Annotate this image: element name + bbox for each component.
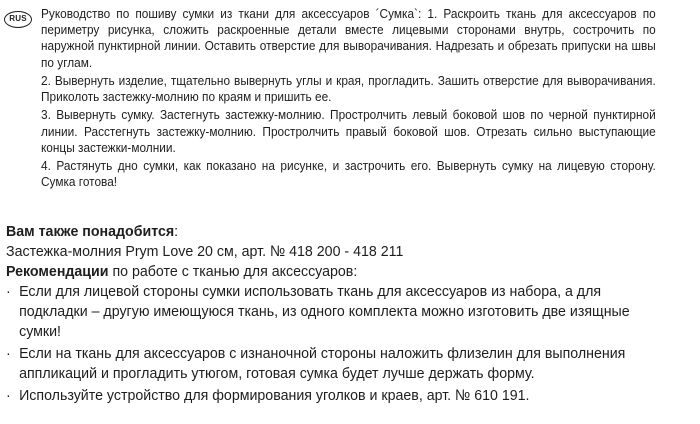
recommendations-label: Рекомендации <box>6 263 109 280</box>
instruction-step-4: 4. Растянуть дно сумки, как показано на рисунке, и застрочить его. Вывернуть сумку на лицевую сторону. Сумка готова! <box>41 159 656 190</box>
also-needed-label: Вам также понадобится <box>6 223 175 240</box>
instruction-step-2: 2. Вывернуть изделие, тщательно вывернуть углы и края, прогладить. Зашить отверстие для выворачивания. Приколоть застежку-молнию по краям и пришить ее. <box>41 73 656 105</box>
bullet-icon: · <box>6 283 11 300</box>
list-item <box>6 386 650 406</box>
instruction-step-3: 3. Вывернуть сумку. Застегнуть застежку-молнию. Простролчить левый боковой шов по черной пунктирной линии. Расстегнуть застежку-молнию. Простролчить правый боковой шов. Отрезать сильно выступающие концы застежки-молнии. <box>41 108 656 155</box>
also-needed-heading <box>6 222 650 242</box>
sewing-instructions <box>41 6 656 193</box>
recommendation-text: Используйте устройство для формирования уголков и краев, арт. № 610 191. <box>19 387 530 404</box>
also-needed-item: Застежка-молния Prym Love 20 см, арт. № 418 200 - 418 211 <box>6 243 404 260</box>
recommendation-text: Если для лицевой стороны сумки использовать ткань для аксессуаров из набора, а для подкладки – другую имеющуюся ткань, из одного комплекта можно изготовить две изящные сумки! <box>19 283 630 340</box>
list-item <box>6 344 650 384</box>
additional-info <box>6 222 650 408</box>
recommendations-heading <box>6 262 650 282</box>
bullet-icon: · <box>6 345 11 362</box>
language-badge: RUS <box>4 11 32 28</box>
recommendations-intro: по работе с тканью для аксессуаров: <box>108 263 358 280</box>
recommendations-list <box>6 282 650 406</box>
list-item <box>6 282 650 342</box>
recommendation-text: Если на ткань для аксессуаров с изнаночной стороны наложить флизелин для выполнения аппликаций и прогладить утюгом, готовая сумка будет лучше держать форму. <box>19 345 626 382</box>
bullet-icon: · <box>6 387 11 404</box>
also-needed-colon: : <box>174 223 179 240</box>
instruction-step-1: Руководство по пошиву сумки из ткани для аксессуаров ´Сумка`: 1. Раскроить ткань для аксессуаров по периметру рисунка, сложить раскроенные детали вместе лицевыми сторонами внутрь, сострочить по наружной пунктирной линии. Оставить отверстие для выворачивания. Надрезать и обрезать припуски на швы по углам. <box>41 7 656 70</box>
